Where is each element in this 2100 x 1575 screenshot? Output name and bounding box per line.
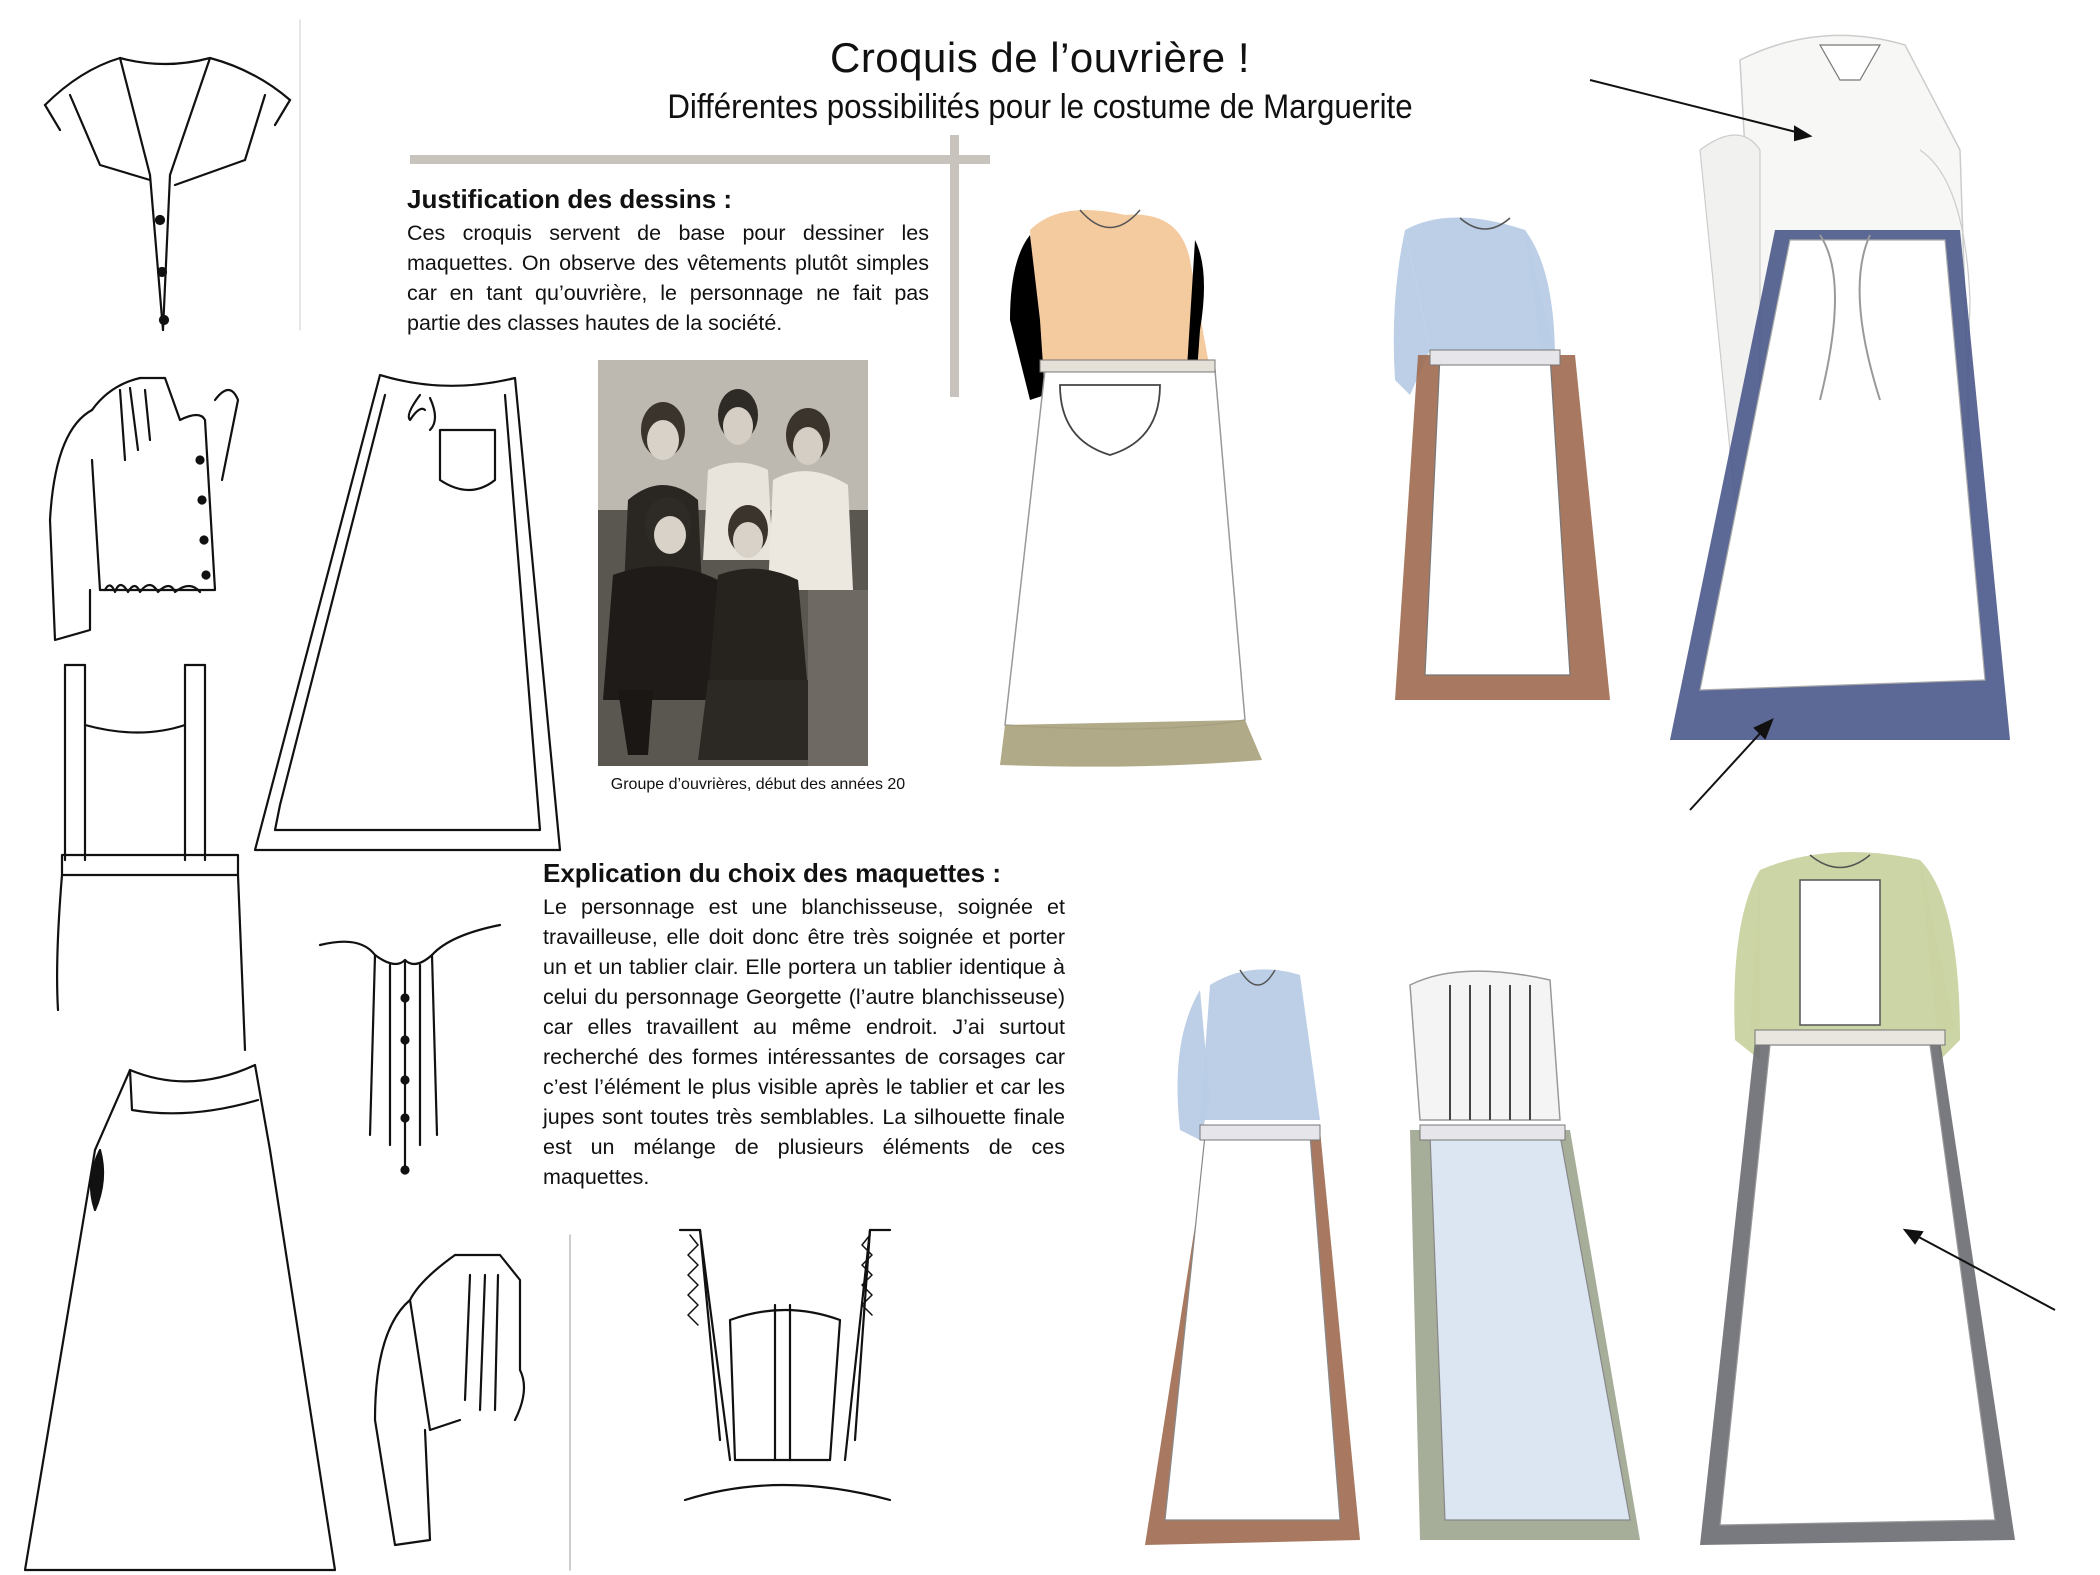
- header-rule: [410, 155, 990, 164]
- photo-caption: Groupe d’ouvrières, début des années 20: [610, 776, 906, 793]
- bib-sketch: [680, 1230, 890, 1500]
- maquette-1: [1000, 210, 1262, 767]
- justification-text: Ces croquis servent de base pour dessiner les maquettes. On observe des vêtements plutôt simples car en tant qu’ouvrière, le personnage ne fait pas partie des classes hautes de la société.: [407, 221, 929, 335]
- pintuck-blouse-sketch: [320, 925, 500, 1170]
- justification-heading: Justification des dessins :: [407, 184, 733, 214]
- explication-text: Le personnage est une blanchisseuse, soignée et travailleuse, elle doit donc être très soignée et porter un et un tablier clair. Elle portera un tablier identique à celui du personnage Georgette (l’autre blanchisseuse) car elles travaillent au même endroit. J’ai surtout recherché des formes intéressantes de corsages car c’est l’élément le plus visible après le tablier et car les jupes sont toutes très semblables. La silhouette finale est un mélange de plusieurs éléments de ces maquettes.: [543, 895, 1065, 1189]
- maquette-6: [1700, 852, 2015, 1545]
- archive-photo: [598, 360, 868, 766]
- back-blouse-sketch: [375, 1235, 570, 1570]
- pointer-arrows: [1590, 80, 2055, 1310]
- blouse-sketch: [50, 378, 238, 640]
- maquette-5: [1410, 971, 1640, 1540]
- skirt-sketch: [25, 1065, 335, 1570]
- page-title: Croquis de l’ouvrière !: [829, 34, 1250, 81]
- vertical-rule: [950, 135, 959, 397]
- explication-heading: Explication du choix des maquettes :: [543, 858, 1001, 888]
- maquette-3: [1670, 35, 2010, 740]
- pinafore-sketch: [57, 665, 245, 1050]
- apron-pocket-sketch: [255, 375, 560, 850]
- collar-sketch: [45, 20, 300, 330]
- maquette-4: [1145, 969, 1360, 1545]
- maquette-2: [1394, 218, 1610, 701]
- page-subtitle: Différentes possibilités pour le costume de Marguerite: [667, 88, 1413, 126]
